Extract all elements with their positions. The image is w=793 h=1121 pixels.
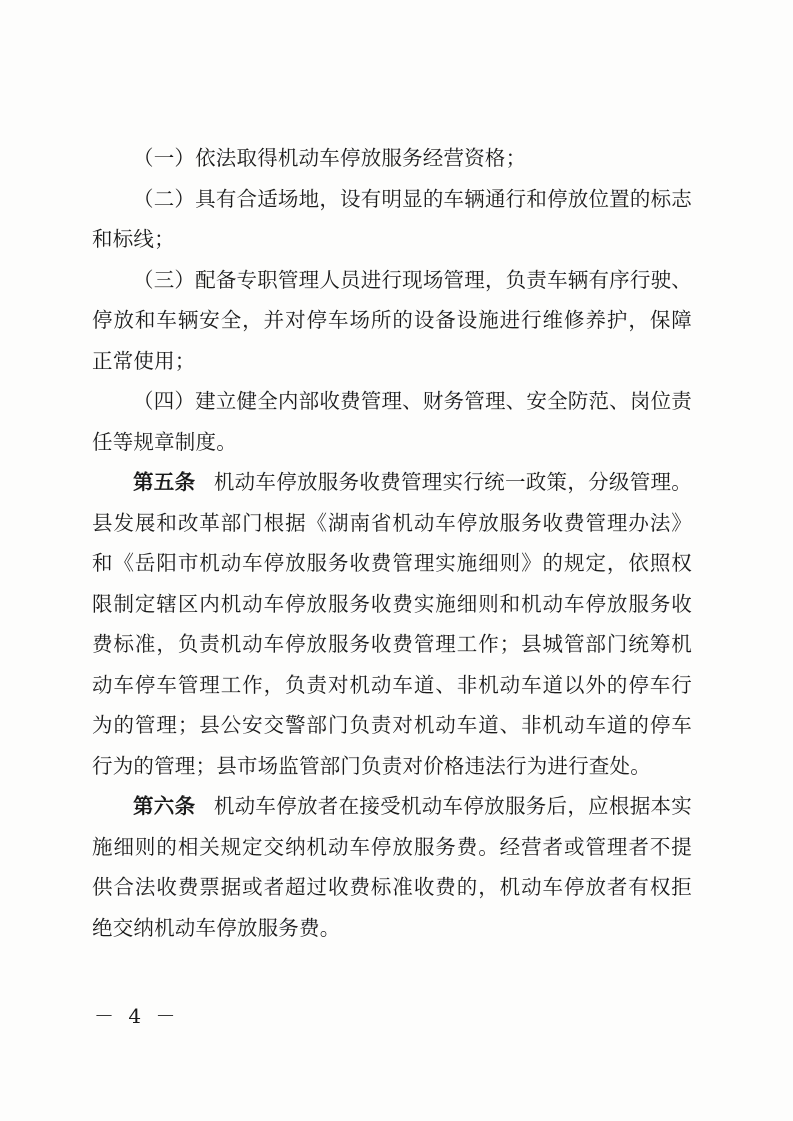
article-number: 第五条	[133, 470, 196, 494]
article-text: 机动车停放者在接受机动车停放服务后，应根据本实施细则的相关规定交纳机动车停放服务费。经营者或管理者不提供合法收费票据或者超过收费标准收费的，机动车停放者有权拒绝交纳机动车停放服务费。	[92, 794, 692, 940]
document-body	[92, 138, 692, 948]
article-6	[92, 786, 692, 948]
article-text: 机动车停放服务收费管理实行统一政策，分级管理。县发展和改革部门根据《湖南省机动车停放服务收费管理办法》和《岳阳市机动车停放服务收费管理实施细则》的规定，依照权限制定辖区内机动车停放服务收费实施细则和机动车停放服务收费标准，负责机动车停放服务收费管理工作；县城管部门统筹机动车停车管理工作，负责对机动车道、非机动车道以外的停车行为的管理；县公安交警部门负责对机动车道、非机动车道的停车行为的管理；县市场监管部门负责对价格违法行为进行查处。	[92, 470, 692, 778]
list-item: （二）具有合适场地，设有明显的车辆通行和停放位置的标志和标线；	[92, 186, 692, 251]
article-5	[92, 462, 692, 786]
list-item: （四）建立健全内部收费管理、财务管理、安全防范、岗位责任等规章制度。	[92, 389, 692, 454]
list-item: （三）配备专职管理人员进行现场管理，负责车辆有序行驶、停放和车辆安全，并对停车场所的设备设施进行维修养护，保障正常使用；	[92, 267, 692, 373]
page-number: － 4 －	[94, 1004, 180, 1028]
article-number: 第六条	[133, 794, 196, 818]
list-item: （一）依法取得机动车停放服务经营资格；	[133, 146, 527, 170]
